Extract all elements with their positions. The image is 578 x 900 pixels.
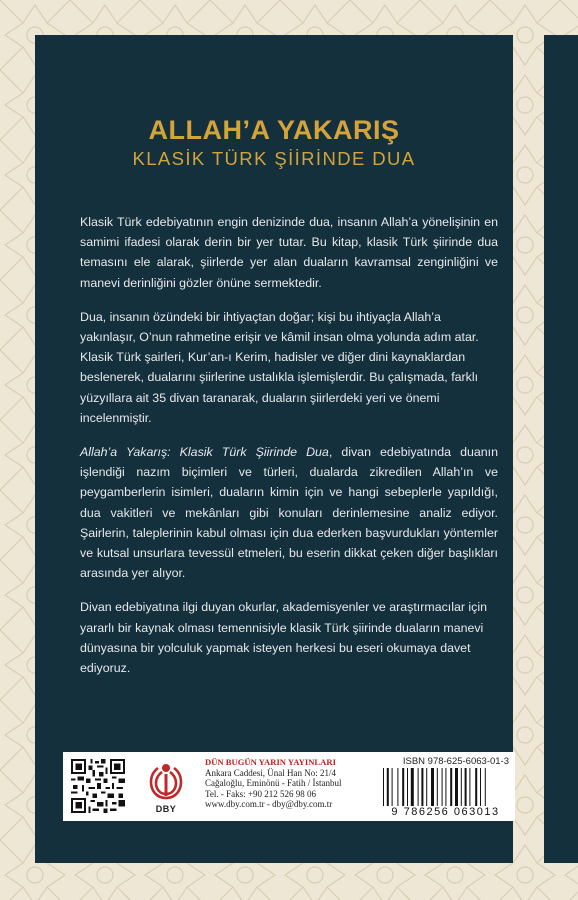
publisher-name: DÜN BUGÜN YARIN YAYINLARI [205, 757, 336, 767]
publisher-address-line-1: Ankara Caddesi, Ünal Han No: 21/4 [205, 767, 336, 778]
barcode-bar [431, 768, 434, 806]
barcode-bar [445, 768, 446, 806]
barcode-bar [392, 768, 393, 806]
book-title: ALLAH’A YAKARIŞ [148, 115, 400, 145]
blurb-text [80, 212, 498, 692]
barcode-bar [418, 768, 419, 806]
barcode-bar [450, 768, 452, 806]
isbn-barcode [379, 768, 512, 806]
blurb-paragraph-1: Klasik Türk edebiyatının engin denizinde dua, insanın Allah’a yönelişinin en samimi ifadesi olarak derin bir yer tutar. Bu kitap, klasik Türk şiirinde dua temasını ele alarak, şiirlerde yer alan duaların kavramsal zenginliğini ve manevi derinliğini gözler önüne sermektedir. [80, 215, 498, 290]
back-cover-panel [35, 35, 513, 863]
publisher-logo-text: DBY [155, 804, 177, 814]
publisher-logo-icon [143, 758, 189, 804]
barcode-bar [383, 768, 384, 806]
book-subtitle: KLASİK TÜRK ŞİİRİNDE DUA [132, 148, 416, 169]
blurb-paragraph-3 [80, 442, 498, 583]
barcode-bar [469, 768, 470, 806]
barcode-bar [411, 768, 414, 806]
publisher-logo [143, 758, 189, 816]
barcode-bar [437, 768, 438, 806]
publisher-address-line-2: Cağaloğlu, Eminönü - Fatih / İstanbul [205, 778, 342, 788]
barcode-bar [461, 768, 462, 806]
barcode-bar [387, 768, 389, 806]
publisher-details [205, 757, 395, 810]
blurb-paragraph-3-rest: , divan edebiyatında duanın işlendiği nazım biçimleri ve türleri, dualarda zikredilen Allah’ın ve peygamberlerin isimleri, duaların kimin için ve hangi sebeplerle yapıldığı, dua vakitleri ve mekânları gibi konuları derinlemesine analiz ediyor. Şairlerin, taleplerinin kabul olması için dua ederken başvurdukları yöntemler ve kutsal unsurlara tevessül etmeleri, bu eserin dikkat çeken diğer başlıkları arasında yer alıyor. [80, 445, 498, 581]
publisher-web: www.dby.com.tr - dby@dby.com.tr [205, 799, 333, 809]
publisher-phone: Tel. - Faks: +90 212 526 98 06 [205, 788, 316, 799]
barcode-bar [475, 768, 477, 806]
barcode-bar [465, 768, 467, 806]
qr-code-icon [71, 758, 125, 814]
blurb-paragraph-4: Divan edebiyatına ilgi duyan okurlar, akademisyenler ve araştırmacılar için yararlı bir kaynak olması temennisiyle klasik Türk şiirinde duaların manevi dünyasına bir yolculuk yapmak isteyen herkesi bu eseri okumaya davet ediyoruz. [80, 600, 488, 676]
barcode-bar [397, 768, 398, 806]
barcode-digits: 9 786256 063013 [391, 806, 500, 818]
book-title-reference: Allah’a Yakarış: Klasik Türk Şiirinde Dua [80, 445, 329, 460]
back-cover-spine-edge [544, 35, 578, 863]
barcode-bar [480, 768, 481, 806]
isbn-label: ISBN 978-625-6063-01-3 [402, 756, 509, 767]
barcode-bar [402, 768, 404, 806]
publisher-info-box [63, 752, 515, 821]
blurb-paragraph-2: Dua, insanın özündeki bir ihtiyaçtan doğar; kişi bu ihtiyaçla Allah’a yakınlaşır, O’nun rahmetine erişir ve kâmil insan olma yolunda adım atar. Klasik Türk şairleri, Kur’an-ı Kerim, hadisler ve diğer dini kaynaklardan beslenerek, dualarını şiirlerine ustalıkla işlemişlerdir. Bu çalışmada, farklı yüzyıllara ait 35 divan taranarak, duaların şiirlerdeki yeri ve önemi incelenmiştir. [80, 309, 479, 425]
barcode-bar [421, 768, 423, 806]
barcode-bar [442, 768, 443, 806]
barcode-bar [455, 768, 458, 806]
barcode-bar [485, 768, 486, 806]
barcode-bar [426, 768, 427, 806]
barcode-bar [407, 768, 408, 806]
